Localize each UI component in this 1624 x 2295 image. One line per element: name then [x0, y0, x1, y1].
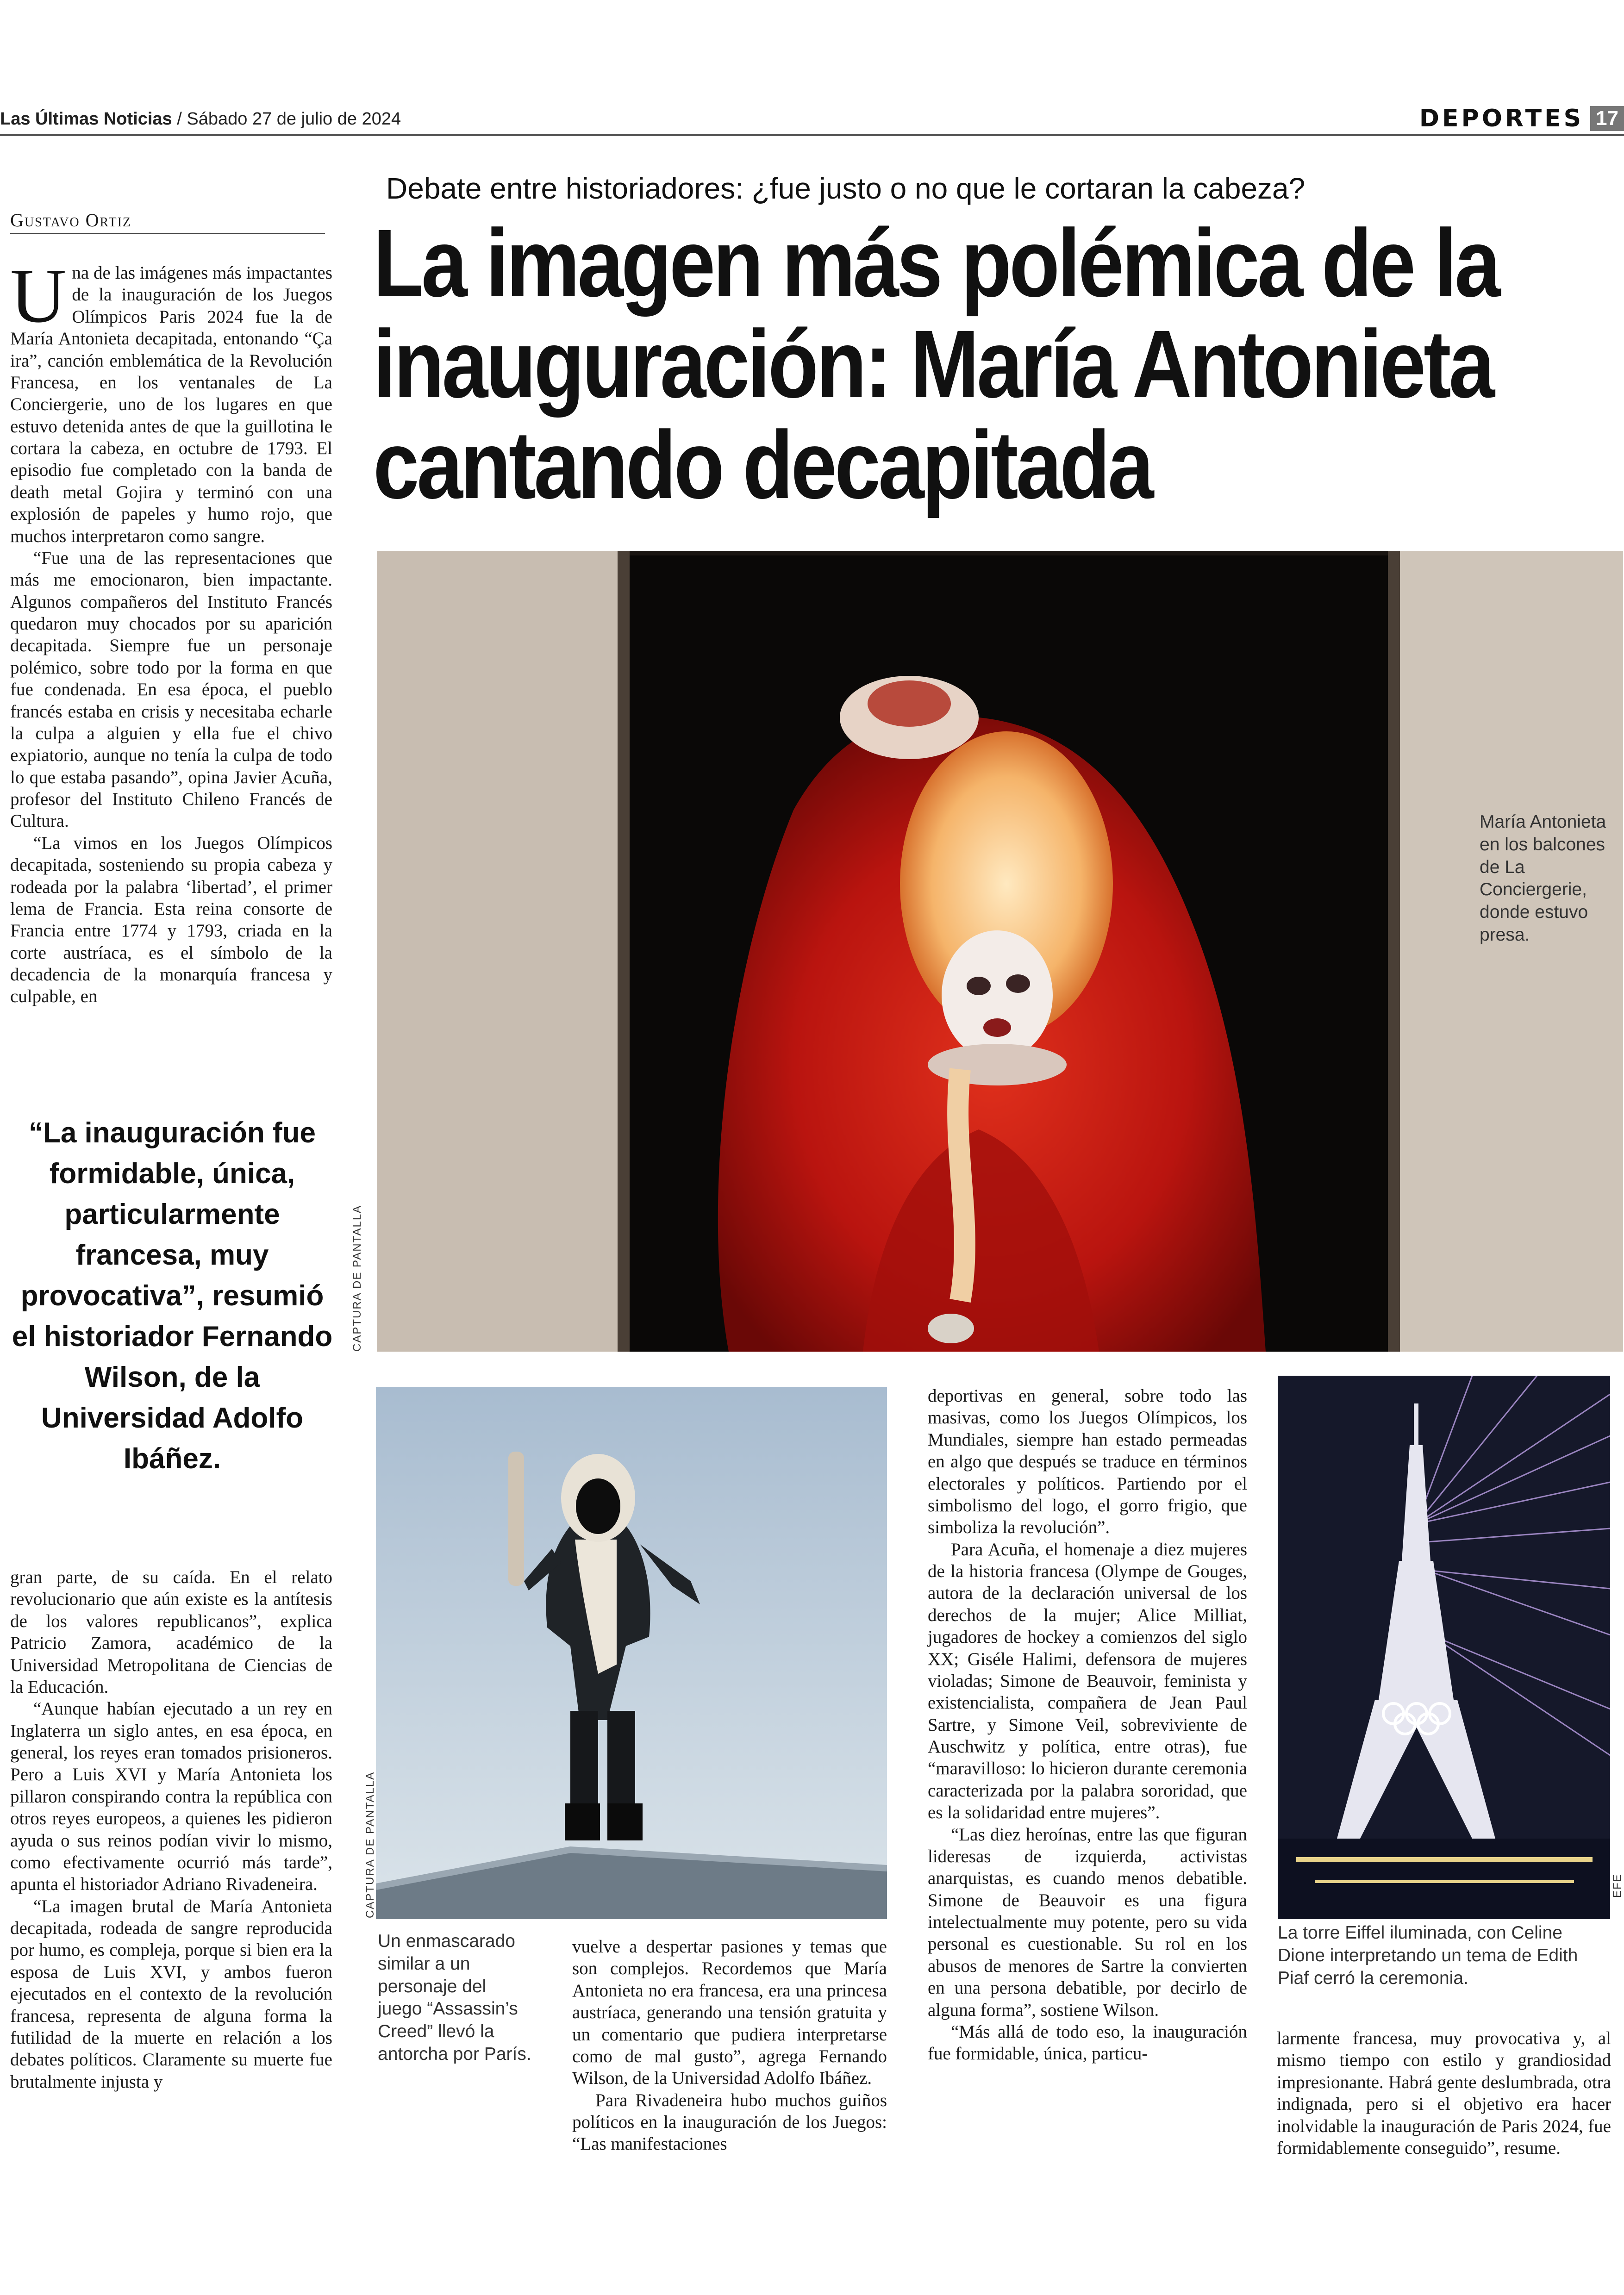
eiffel-tower-photo [1278, 1376, 1610, 1919]
paragraph: “Fue una de las representaciones que más me emocionaron, bien impactante. Algunos compañeros del Instituto Francés quedaron muy chocados por su aparición decapitada. Siempre fue un personaje polémico, sobre todo por la forma en que fue condenada. En esa época, el pueblo francés estaba en crisis y necesitaba echarle la culpa a alguien y ella fue el chivo expiatorio, aunque no tenía la culpa de todo lo que estaba pasando”, opina Javier Acuña, profesor del Instituto Chileno Francés de Cultura. [10, 548, 332, 831]
paragraph: larmente francesa, muy provocativa y, al mismo tiempo con estilo y grandiosidad impresionante. Habrá gente deslumbrada, otra indignada, pero si el objetivo era hacer inolvidable la inauguración de Paris 2024, fue formidablemente conseguido”, resume. [1277, 2028, 1611, 2158]
column-2-bottom [572, 1936, 887, 2155]
photo-credit: EFE [1611, 1873, 1624, 1898]
photo-credit: CAPTURA DE PANTALLA [351, 1204, 363, 1352]
paragraph: Para Acuña, el homenaje a diez mujeres de la historia francesa (Olympe de Gouges, autora de la declaración universal de los derechos de la mujer; Alice Milliat, jugadores de hockey a comienzos del siglo XX; Giséle Halimi, defensora de mujeres violadas; Simone de Beauvoir, feminista y existencialista, compañera de Jean Paul Sartre, y Simone Veil, sobreviviente de Auschwitz y política, entre otras), fue “maravilloso: lo hicieron durante ceremonia caracterizada por la palabra sororidad, que es la solidaridad entre mujeres”. [928, 1539, 1247, 1823]
issue-date: Sábado 27 de julio de 2024 [187, 109, 401, 129]
headline-line: cantando decapitada [373, 412, 1152, 519]
torchbearer-photo [376, 1387, 887, 1919]
headline-line: inauguración: María Antonieta [373, 311, 1493, 418]
drop-cap: U [10, 253, 67, 339]
byline: Gustavo Ortiz [10, 209, 325, 234]
main-photo [377, 551, 1623, 1352]
paragraph: vuelve a despertar pasiones y temas que son complejos. Recordemos que María Antonieta no era francesa, era una princesa austríaca, generando una tensión gratuita y un comentario que pudiera interpretarse como de mal gusto”, agrega Fernando Wilson, de la Universidad Adolfo Ibáñez. [572, 1937, 887, 2089]
page-number: 17 [1590, 106, 1624, 131]
photo-credit: CAPTURA DE PANTALLA [364, 1771, 376, 1918]
column-1-top [10, 253, 332, 1008]
paragraph: “Las diez heroínas, entre las que figuran lideresas de izquierda, activistas anarquistas, es cuando menos debatible. Simone de Beauvoir es una figura intelectualmente muy potente, pero su vida personal es cuestionable. Su rol en los abusos de menores de Sartre la convierten en una persona debatible, por decirlo de alguna forma”, sostiene Wilson. [928, 1824, 1247, 2020]
pull-quote: “La inauguración fue formidable, única, particularmente francesa, muy provocativa”, resumió el historiador Fernando Wilson, de la Universidad Adolfo Ibáñez. [12, 1117, 333, 1475]
paragraph: na de las imágenes más impactantes de la inauguración de los Juegos Olímpicos Paris 2024 fue la de María Antonieta decapitada, entonando “Ça ira”, canción emblemática de la Revolución Francesa, en los ventanales de La Conciergerie, uno de los lugares en que estuvo detenida antes de que la guillotina le cortara la cabeza, en octubre de 1793. El episodio fue completado con la banda de death metal Gojira y terminó con una explosión de papeles y humo rojo, que muchos interpretaron como sangre. [10, 263, 332, 546]
photo-caption: La torre Eiffel iluminada, con Celine Dione interpretando un tema de Edith Piaf cerró la ceremonia. [1278, 1923, 1578, 1988]
section-header [1419, 105, 1624, 132]
paragraph: Para Rivadeneira hubo muchos guiños políticos en la inauguración de los Juegos: “Las manifestaciones [572, 2090, 887, 2154]
paragraph: deportivas en general, sobre todo las masivas, como los Juegos Olímpicos, los Mundiales, siempre han estado permeadas en algo que después se traduce en términos electorales y políticos. Partiendo por el simbolismo del logo, el gorro frigio, que simboliza la revolución”. [928, 1386, 1247, 1538]
photo-caption: María Antonieta en los balcones de La Conciergerie, donde estuvo presa. [1480, 812, 1606, 945]
paragraph: gran parte, de su caída. En el relato revolucionario que aún existe es la antítesis de los valores republicanos”, explica Patricio Zamora, académico de la Universidad Metropolitana de Ciencias de la Educación. [10, 1567, 332, 1697]
marie-antoinette-photo [377, 551, 1623, 1352]
paragraph: “La vimos en los Juegos Olímpicos decapitada, sosteniendo su propia cabeza y rodeada por la palabra ‘libertad’, el primer lema de Francia. Esta reina consorte de Francia entre 1774 y 1793, criada en la corte austríaca, es el símbolo de la decadencia de la monarquía francesa y culpable, en [10, 833, 332, 1007]
paragraph: “Más allá de todo eso, la inauguración fue formidable, única, particu- [928, 2021, 1247, 2064]
torchbearer-photo-frame [376, 1387, 887, 1919]
kicker: Debate entre historiadores: ¿fue justo o no que le cortaran la cabeza? [386, 172, 1305, 205]
column-4 [1277, 2027, 1611, 2159]
header-rule [0, 134, 1624, 136]
paragraph: “Aunque habían ejecutado a un rey en Inglaterra un siglo antes, en esa época, en general, los reyes eran tomados prisioneros. Pero a Luis XVI y María Antonieta los pillaron conspirando contra la república con otros reyes europeos, a quienes les pidieron ayuda o sus reinos podían vivir lo mismo, como efectivamente ocurrió más tarde”, apunta el historiador Adriano Rivadeneira. [10, 1699, 332, 1895]
headline-line: La imagen más polémica de la [373, 210, 1499, 317]
headline [373, 210, 1607, 519]
section-name: DEPORTES [1419, 105, 1584, 132]
column-3 [928, 1385, 1247, 2065]
eiffel-photo-frame [1278, 1376, 1610, 1919]
paragraph: “La imagen brutal de María Antonieta decapitada, rodeada de sangre reproducida por humo, es compleja, porque si bien era la esposa de Luis XVI, y ambos fueron ejecutados en el contexto de la revolución francesa, representa de alguna forma la futilidad de la muerte en relación a los debates políticos. Claramente su muerte fue brutalmente injusta y [10, 1896, 332, 2092]
masthead [0, 109, 401, 129]
publication-name: Las Últimas Noticias [0, 109, 172, 129]
column-1-bottom [10, 1566, 332, 2093]
photo-caption: Un enmascarado similar a un personaje del juego “Assassin’s Creed” llevó la antorcha por París. [378, 1931, 531, 2064]
masthead-separator: / [172, 109, 187, 129]
